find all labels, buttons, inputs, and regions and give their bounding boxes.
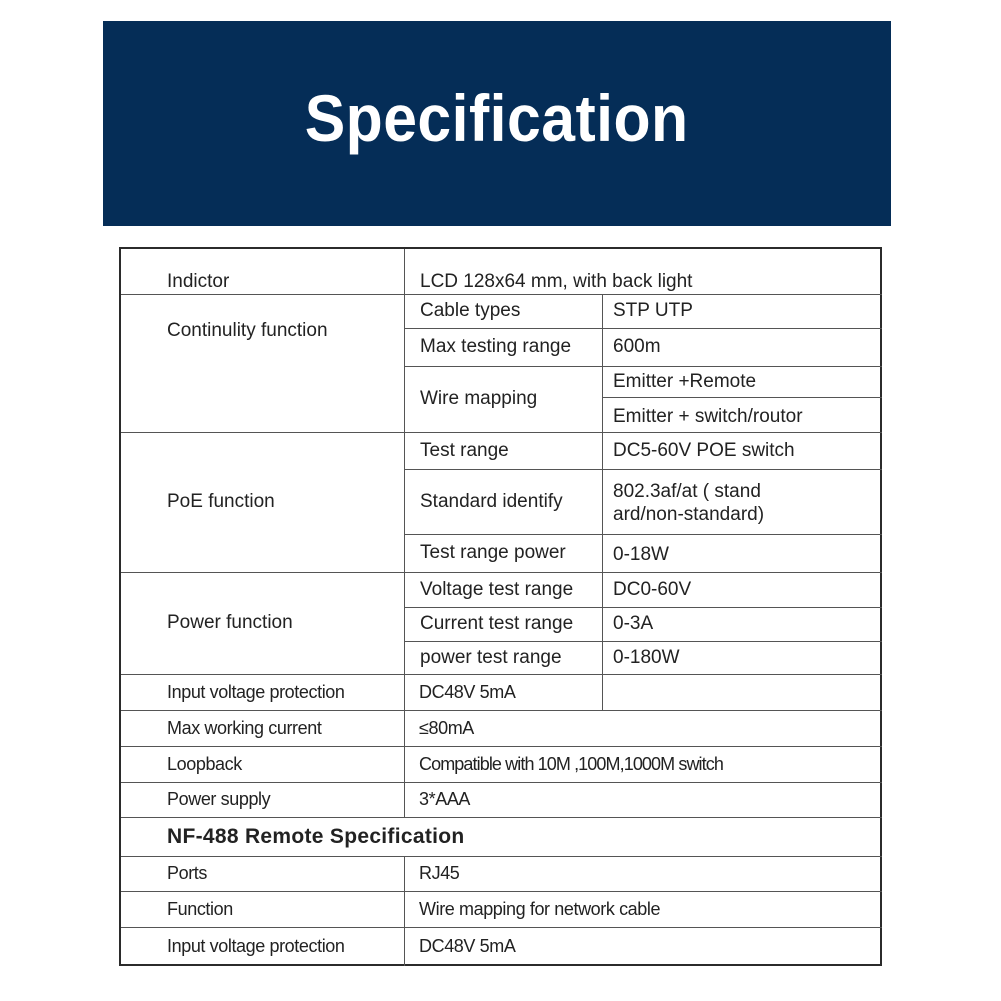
- indicator-value: LCD 128x64 mm, with back light: [420, 271, 693, 292]
- banner-title: Specification: [305, 80, 689, 155]
- poe-label: PoE function: [167, 491, 275, 512]
- max-testing-range-label: Max testing range: [420, 336, 572, 357]
- wire-mapping-value-2: Emitter + switch/routor: [613, 406, 803, 427]
- loopback-label: Loopback: [167, 753, 242, 774]
- continuity-label: Continulity function: [167, 320, 328, 341]
- wire-mapping-label: Wire mapping: [420, 388, 538, 409]
- remote-function-value: Wire mapping for network cable: [419, 898, 661, 919]
- max-testing-range-value: 600m: [613, 336, 661, 357]
- remote-ports-value: RJ45: [419, 863, 460, 883]
- spec-table: [119, 247, 882, 966]
- test-range-power-label: Test range power: [420, 542, 566, 563]
- power-test-range-label: power test range: [420, 647, 562, 668]
- poe-test-range-label: Test range: [420, 439, 509, 461]
- voltage-test-range-value: DC0-60V: [613, 578, 692, 600]
- voltage-test-range-label: Voltage test range: [420, 578, 574, 600]
- spec-banner: [103, 21, 891, 226]
- input-voltage-protection-label: Input voltage protection: [167, 681, 345, 702]
- remote-ports-label: Ports: [167, 863, 208, 883]
- power-test-range-value: 0-180W: [613, 647, 680, 668]
- loopback-value: Compatible with 10M ,100M,1000M switch: [419, 753, 723, 774]
- cable-types-label: Cable types: [420, 300, 521, 321]
- standard-identify-label: Standard identify: [420, 490, 563, 512]
- remote-function-label: Function: [167, 898, 233, 919]
- input-voltage-protection-value: DC48V 5mA: [419, 681, 516, 702]
- remote-input-voltage-label: Input voltage protection: [167, 935, 345, 956]
- max-working-current-label: Max working current: [167, 717, 322, 738]
- poe-test-range-value: DC5-60V POE switch: [613, 439, 795, 461]
- max-working-current-value: ≤80mA: [419, 717, 474, 738]
- standard-identify-value: [603, 471, 882, 534]
- standard-identify-line-1: 802.3af/at ( stand: [613, 480, 761, 502]
- power-supply-label: Power supply: [167, 789, 271, 809]
- row-divider: [603, 397, 882, 398]
- remote-input-voltage-value: DC48V 5mA: [419, 935, 516, 956]
- standard-identify-line-2: ard/non-standard): [613, 503, 765, 525]
- test-range-power-value: 0-18W: [613, 544, 669, 565]
- wire-mapping-value-1: Emitter +Remote: [613, 370, 757, 392]
- power-supply-value: 3*AAA: [419, 789, 471, 809]
- current-test-range-value: 0-3A: [613, 613, 654, 634]
- power-function-label: Power function: [167, 612, 293, 633]
- indicator-label: Indictor: [167, 271, 230, 292]
- current-test-range-label: Current test range: [420, 613, 574, 634]
- cable-types-value: STP UTP: [613, 300, 693, 321]
- remote-spec-heading: NF-488 Remote Specification: [167, 824, 465, 848]
